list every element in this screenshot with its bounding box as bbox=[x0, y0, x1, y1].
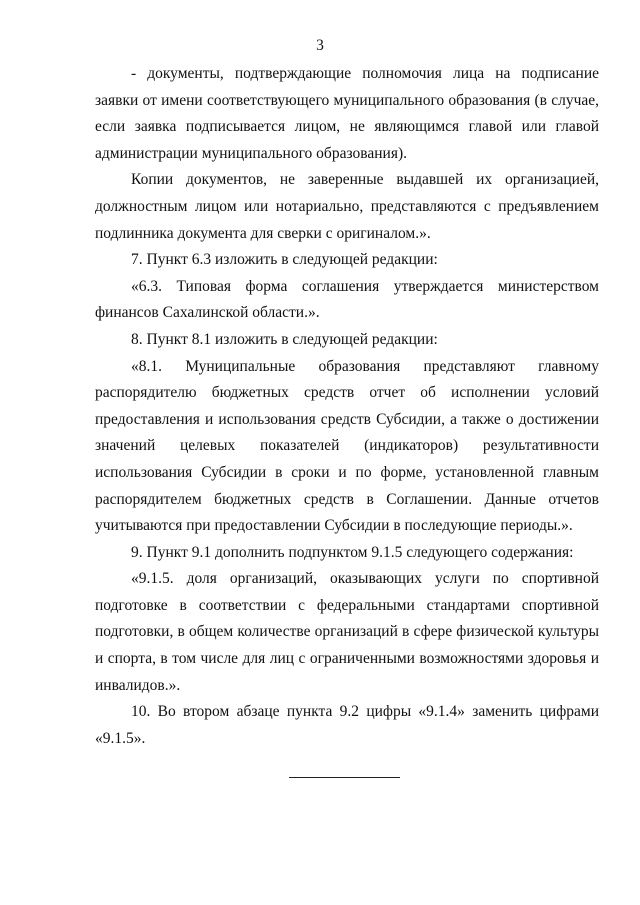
paragraph-item-7: 7. Пункт 6.3 изложить в следующей редакции: bbox=[131, 251, 438, 269]
paragraph-copies-of-documents: Копии документов, не заверенные выдавшей их организацией, должностным лицом или нотариально, представляются с предъявлением подлинника документа для сверки с оригиналом.». bbox=[95, 171, 599, 242]
paragraph-item-10: 10. Во втором абзаце пункта 9.2 цифры «9.1.4» заменить цифрами «9.1.5». bbox=[95, 703, 599, 747]
page-number: 3 bbox=[316, 37, 324, 54]
paragraph-documents-authority: - документы, подтверждающие полномочия лица на подписание заявки от имени соответствующего муниципального образования (в случае, если заявка подписывается лицом, не являющимся главой или главой администрации муниципального образования). bbox=[95, 65, 599, 162]
paragraph-item-8-1: «8.1. Муниципальные образования представляют главному распорядителю бюджетных средств отчет об исполнении условий предоставления и использования средств Субсидии, а также о достижении значений целевых показателей (индикаторов) результативности использования Субсидии в сроки и по форме, установленной главным распорядителем бюджетных средств в Соглашении. Данные отчетов учитываются при предоставлении Субсидии в последующие периоды.». bbox=[95, 357, 599, 535]
paragraph-item-8: 8. Пункт 8.1 изложить в следующей редакции: bbox=[131, 330, 438, 348]
paragraph-item-9-1-5: «9.1.5. доля организаций, оказывающих услуги по спортивной подготовке в соответствии с федеральными стандартами спортивной подготовки, в общем количестве организаций в сфере физической культуры и спорта, в том числе для лиц с ограниченными возможностями здоровья и инвалидов.». bbox=[95, 570, 599, 694]
end-separator-line bbox=[289, 777, 400, 778]
paragraph-item-6-3: «6.3. Типовая форма соглашения утверждается министерством финансов Сахалинской области.». bbox=[95, 277, 599, 322]
paragraph-item-9: 9. Пункт 9.1 дополнить подпунктом 9.1.5 следующего содержания: bbox=[131, 543, 574, 561]
document-body bbox=[95, 61, 599, 752]
